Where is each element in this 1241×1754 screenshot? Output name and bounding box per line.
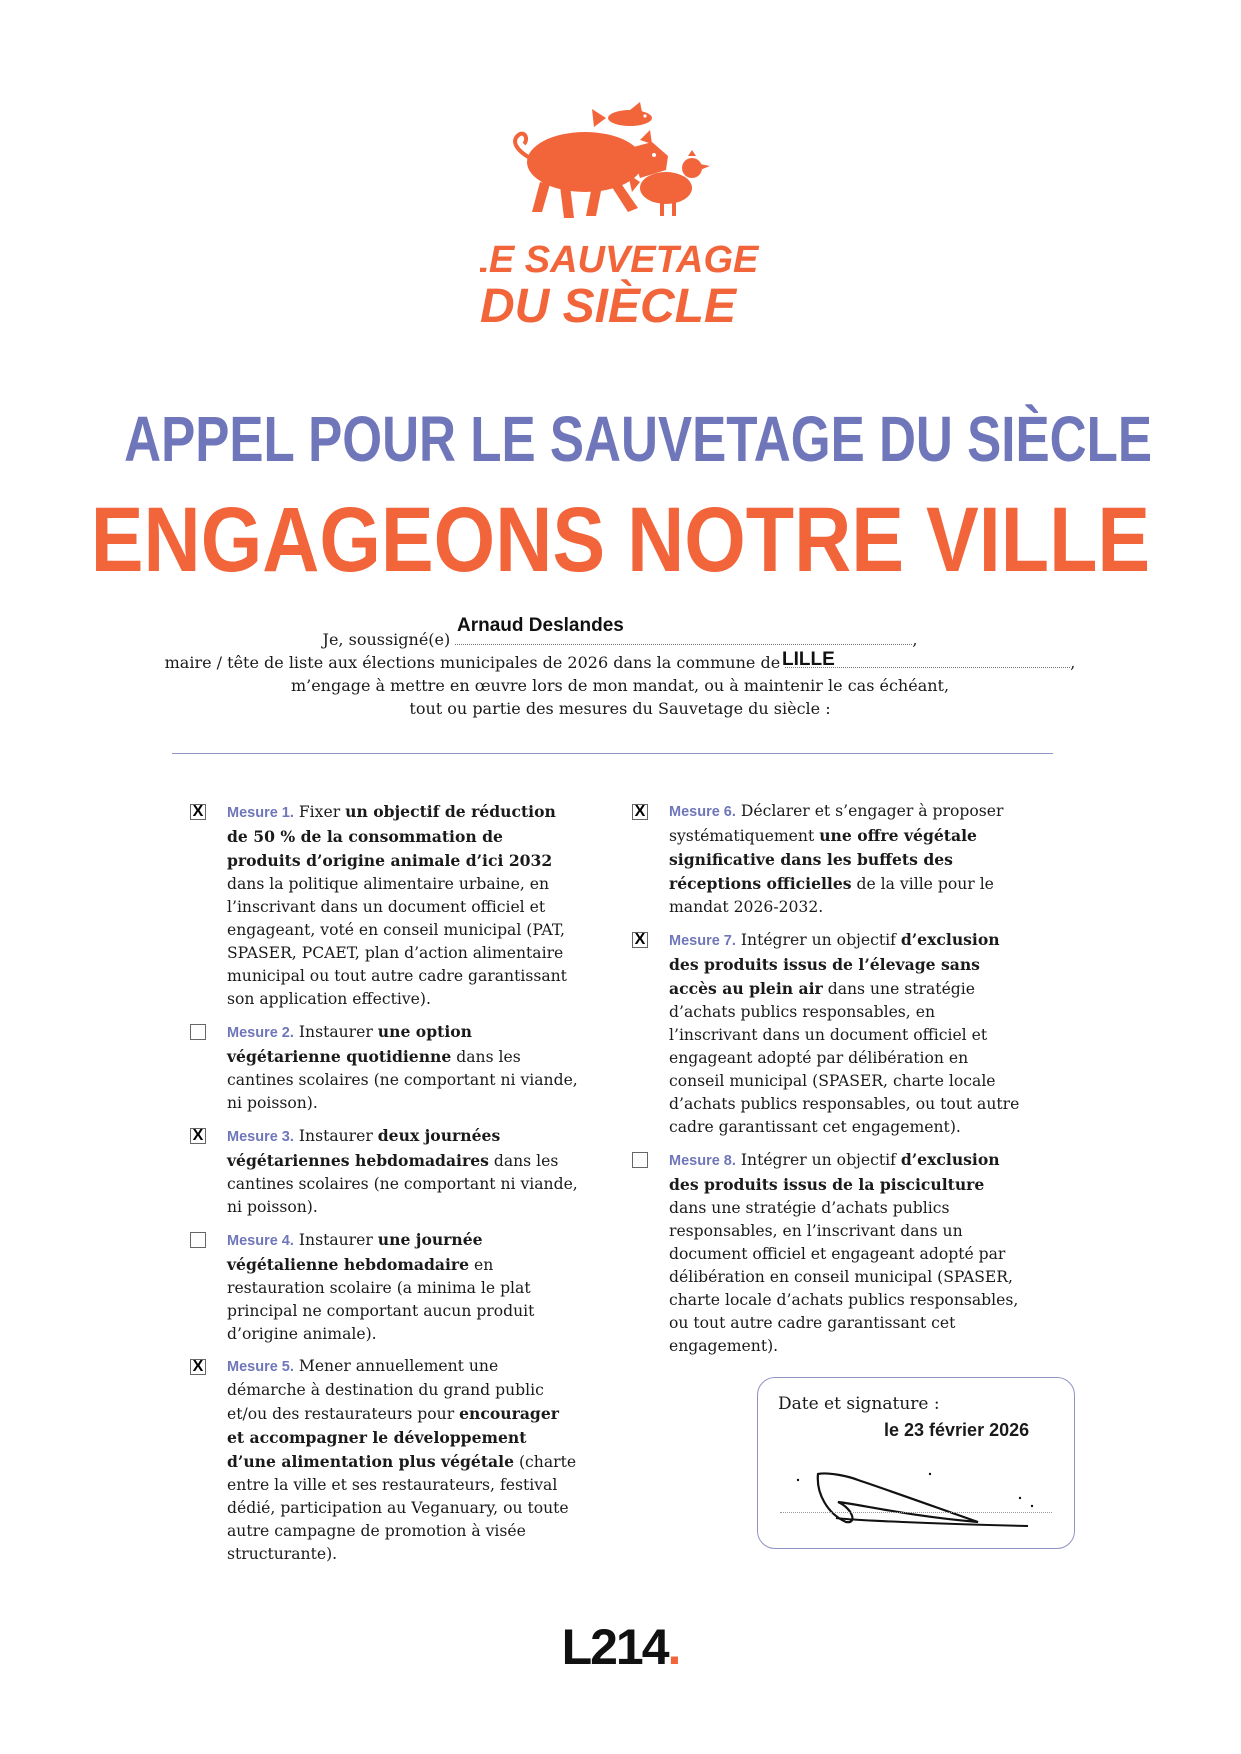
measures-column-left [190, 800, 580, 1575]
handwritten-signature-icon [788, 1438, 1058, 1528]
measure-number: Mesure 6. [669, 804, 736, 820]
measure-3: X Mesure 3. Instaurer deux journées végétariennes hebdomadaires dans les cantines scolaires (ne comportant ni viande, ni poisson). [190, 1124, 580, 1219]
pig-icon [515, 130, 668, 218]
measure-6: X Mesure 6. Déclarer et s’engager à proposer systématiquement une offre végétale significative dans les buffets des réceptions officielles de la ville pour le mandat 2026-2032. [632, 800, 1022, 919]
animals-logo-icon [480, 100, 770, 330]
measure-number: Mesure 1. [227, 805, 294, 821]
measure-7-checkbox[interactable]: X [632, 932, 648, 948]
measure-2: Mesure 2. Instaurer une option végétarienne quotidienne dans les cantines scolaires (ne comportant ni viande, ni poisson). [190, 1020, 580, 1115]
measure-8: Mesure 8. Intégrer un objectif d’exclusion des produits issus de la pisciculture dans une stratégie d’achats publics responsables, en l’inscrivant dans un document officiel et engageant adopté par délibération en conseil municipal (SPASER, charte locale d’achats publics responsables, ou tout autre cadre garantissant cet engagement). [632, 1148, 1022, 1358]
measure-number: Mesure 7. [669, 933, 736, 949]
intro-commune-line: maire / tête de liste aux élections municipales de 2026 dans la commune de , LILLE [164, 649, 1076, 672]
signature-box[interactable] [757, 1377, 1075, 1549]
title-appel: APPEL POUR LE SAUVETAGE DU SIÈCLE [124, 403, 1153, 475]
measures-column-right [632, 800, 1022, 1367]
measure-4: Mesure 4. Instaurer une journée végétalienne hebdomadaire en restauration scolaire (a minima le plat principal ne comportant aucun produit d’origine animale). [190, 1228, 580, 1346]
signature-label: Date et signature : [778, 1394, 940, 1414]
section-divider [172, 753, 1053, 754]
measure-number: Mesure 2. [227, 1025, 294, 1041]
intro-prefix-1: Je, soussigné(e) [322, 630, 451, 649]
l214-brand: L214 [561, 1619, 668, 1675]
measure-5-checkbox[interactable]: X [190, 1359, 206, 1375]
measure-2-checkbox[interactable] [190, 1024, 206, 1040]
measure-7: X Mesure 7. Intégrer un objectif d’exclusion des produits issus de l’élevage sans accès au plein air dans une stratégie d’achats publics responsables, en l’inscrivant dans un document officiel et engageant adopté par délibération en conseil municipal (SPASER, charte locale d’achats publics responsables, ou tout autre cadre garantissant cet engagement). [632, 928, 1022, 1139]
measure-4-checkbox[interactable] [190, 1232, 206, 1248]
measure-5: X Mesure 5. Mener annuellement une démarche à destination du grand public et/ou des restaurateurs pour encourager et accompagner le développement d’une alimentation plus végétale (charte entre la ville et ses restaurateurs, festival dédié, participation au Veganuary, ou toute autre campagne de promotion à visée structurante). [190, 1355, 580, 1566]
measure-number: Mesure 5. [227, 1359, 294, 1375]
measure-number: Mesure 8. [669, 1153, 736, 1169]
measure-number: Mesure 3. [227, 1129, 294, 1145]
measure-1-checkbox[interactable]: X [190, 804, 206, 820]
l214-dot: . [667, 1619, 680, 1675]
fish-icon [592, 102, 652, 127]
signature-date: le 23 février 2026 [884, 1420, 1030, 1440]
intro-line-3: m’engage à mettre en œuvre lors de mon mandat, ou à maintenir le cas échéant, [290, 676, 950, 695]
measure-6-checkbox[interactable]: X [632, 804, 648, 820]
intro-line-4: tout ou partie des mesures du Sauvetage du siècle : [409, 699, 831, 718]
measure-3-checkbox[interactable]: X [190, 1128, 206, 1144]
intro-name-line: Je, soussigné(e) , Arnaud Deslandes [322, 615, 918, 649]
measure-number: Mesure 4. [227, 1233, 294, 1249]
logo-line1: LE SAUVETAGE [480, 239, 759, 281]
measure-8-checkbox[interactable] [632, 1152, 648, 1168]
l214-logo [0, 1618, 1241, 1676]
title-engageons: ENGAGEONS NOTRE VILLE [90, 489, 1151, 591]
logo-line2: DU SIÈCLE [480, 280, 737, 330]
signature-line [780, 1512, 1052, 1513]
signer-name-value: Arnaud Deslandes [457, 615, 624, 636]
commune-value: LILLE [782, 649, 835, 670]
measure-1: X Mesure 1. Fixer un objectif de réduction de 50 % de la consommation de produits d’origine animale d’ici 2032 dans la politique alimentaire urbaine, en l’inscrivant dans un document officiel et engageant, voté en conseil municipal (PAT, SPASER, PCAET, plan d’action alimentaire municipal ou tout autre cadre garantissant son application effective). [190, 800, 580, 1011]
intro-prefix-2: maire / tête de liste aux élections municipales de 2026 dans la commune de [164, 653, 781, 672]
sauvetage-logo [480, 100, 770, 330]
pledge-intro [150, 615, 1090, 720]
